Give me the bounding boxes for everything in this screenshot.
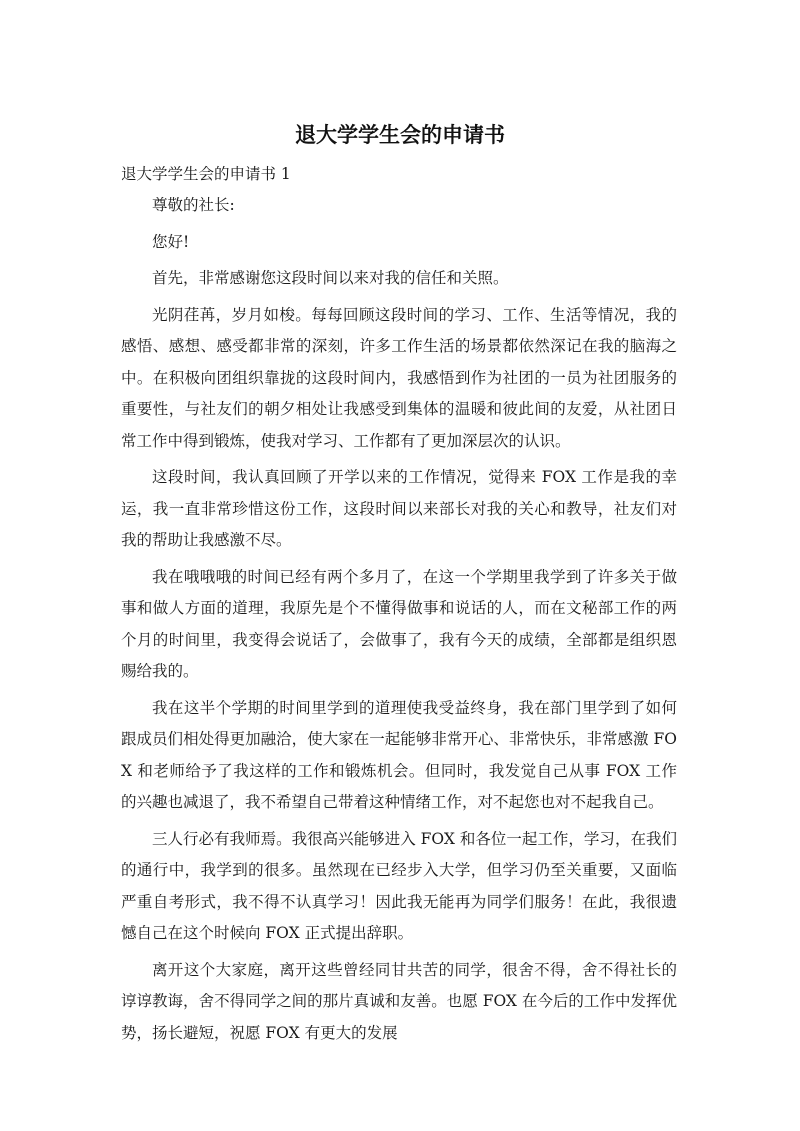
paragraph: 离开这个大家庭，离开这些曾经同甘共苦的同学，很舍不得，舍不得社长的谆谆教诲，舍不得同学之间的那片真诚和友善。也愿 FOX 在今后的工作中发挥优势，扬长避短，祝愿 FOX 有更大的发展 bbox=[121, 960, 677, 1042]
document-title: 退大学学生会的申请书 bbox=[295, 123, 505, 147]
salutation: 尊敬的社长: bbox=[152, 196, 235, 214]
greeting: 您好! bbox=[152, 232, 190, 251]
paragraph: 三人行必有我师焉。我很高兴能够进入 FOX 和各位一起工作，学习，在我们的通行中，我学到的很多。虽然现在已经步入大学，但学习仍至关重要，又面临严重自考形式，我不得不认真学习！因此我无能再为同学们服务！在此，我很遗憾自己在这个时候向 FOX 正式提出辞职。 bbox=[121, 829, 677, 942]
document-body bbox=[121, 190, 677, 1054]
paragraph: 光阴荏苒，岁月如梭。每每回顾这段时间的学习、工作、生活等情况，我的感悟、感想、感受都非常的深刻，许多工作生活的场景都依然深记在我的脑海之中。在积极向团组织靠拢的这段时间内，我感悟到作为社团的一员为社团服务的重要性，与社友们的朝夕相处让我感受到集体的温暖和彼此间的友爱，从社团日常工作中得到锻炼，使我对学习、工作都有了更加深层次的认识。 bbox=[121, 305, 677, 450]
paragraph: 首先，非常感谢您这段时间以来对我的信任和关照。 bbox=[152, 269, 509, 287]
paragraph: 我在这半个学期的时间里学到的道理使我受益终身，我在部门里学到了如何跟成员们相处得更加融洽，使大家在一起能够非常开心、非常快乐，非常感激 FOX 和老师给予了我这样的工作和锻炼机会。但同时，我发觉自己从事 FOX 工作的兴趣也减退了，我不希望自己带着这种情绪工作，对不起您也对不起我自己。 bbox=[121, 698, 677, 811]
document-subtitle: 退大学学生会的申请书 1 bbox=[121, 165, 291, 183]
paragraph: 我在哦哦哦的时间已经有两个多月了，在这一个学期里我学到了许多关于做事和做人方面的道理，我原先是个不懂得做事和说话的人，而在文秘部工作的两个月的时间里，我变得会说话了，会做事了，我有今天的成绩，全部都是组织恩赐给我的。 bbox=[121, 567, 677, 680]
paragraph: 这段时间，我认真回顾了开学以来的工作情况，觉得来 FOX 工作是我的幸运，我一直非常珍惜这份工作，这段时间以来部长对我的关心和教导，社友们对我的帮助让我感激不尽。 bbox=[121, 468, 677, 549]
